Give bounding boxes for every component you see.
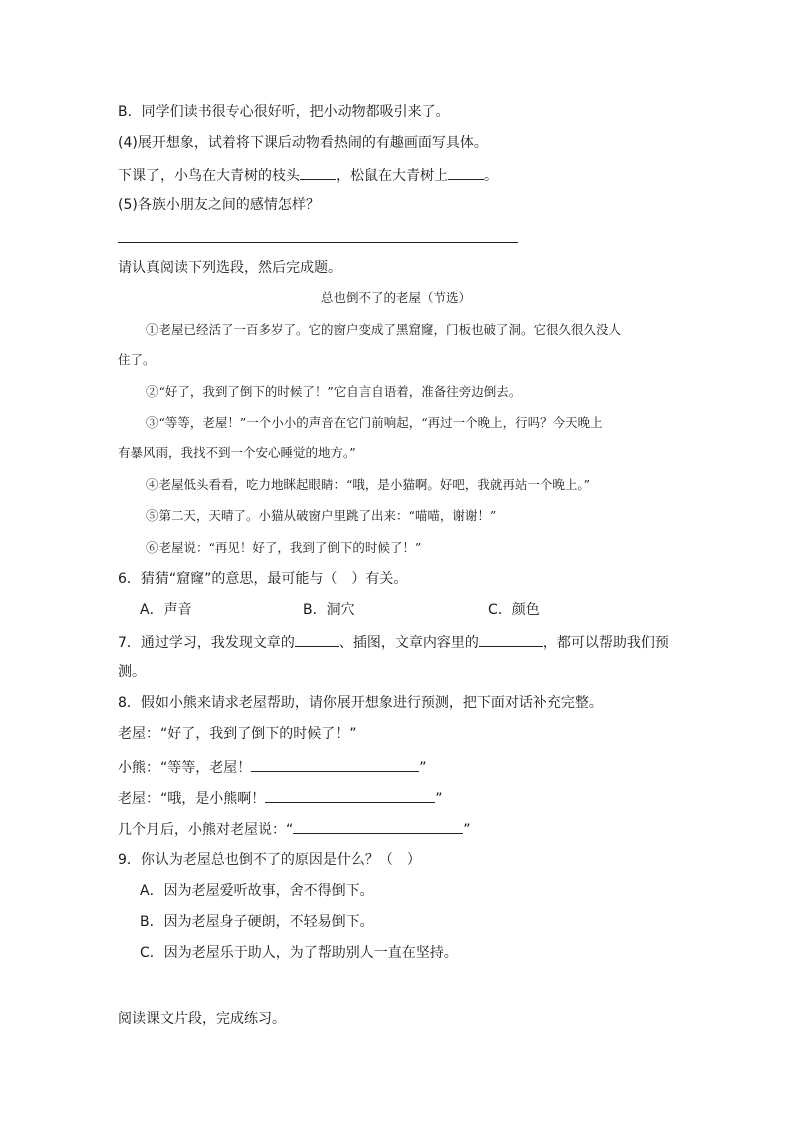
q8-dialogue-4 xyxy=(118,818,471,840)
reading-instruction: 请认真阅读下列选段，然后完成题。 xyxy=(118,260,342,276)
q4-blank-1[interactable] xyxy=(300,164,336,180)
q4-fill-text-a: 下课了，小鸟在大青树的枝头 xyxy=(118,168,300,184)
q6-option-b[interactable]: B．洞穴 xyxy=(303,602,355,618)
q4-fill-text-b: ，松鼠在大青树上 xyxy=(336,168,448,184)
q9-option-c[interactable]: C．因为老屋乐于助人，为了帮助别人一直在坚持。 xyxy=(140,945,458,961)
q9-option-b[interactable]: B．因为老屋身子硬朗，不轻易倒下。 xyxy=(140,914,374,930)
q7-line2: 测。 xyxy=(118,664,146,680)
passage-p1-line2: 住了。 xyxy=(118,352,156,367)
q8-d3-suffix: ” xyxy=(435,791,443,807)
q7-text-1: 7．通过学习，我发现文章的 xyxy=(118,635,295,651)
q8-dialogue-3 xyxy=(118,787,443,809)
passage-p5: ⑤第二天，天晴了。小猫从破窗户里跳了出来：“喵喵，谢谢！” xyxy=(146,508,497,523)
passage-p3-line2: 有暴风雨，我找不到一个安心睡觉的地方。” xyxy=(118,445,356,460)
passage-p6: ⑥老屋说：“再见！好了，我到了倒下的时候了！” xyxy=(146,540,422,555)
q4-blank-2[interactable] xyxy=(448,164,484,180)
q9-stem: 9．你认为老屋总也倒不了的原因是什么？（ ） xyxy=(118,852,421,868)
passage-p1-line1: ①老屋已经活了一百多岁了。它的窗户变成了黑窟窿，门板也破了洞。它很久很久没人 xyxy=(146,322,622,337)
q8-d4-prefix: 几个月后，小熊对老屋说：“ xyxy=(118,822,294,838)
q8-d3-prefix: 老屋：“哦，是小熊啊！ xyxy=(118,791,266,807)
q7-blank-2[interactable] xyxy=(479,631,543,647)
q6-option-c[interactable]: C．颜色 xyxy=(488,602,540,618)
q4-fill-end: 。 xyxy=(484,168,498,184)
passage-p3-line1: ③“等等，老屋！”一个小小的声音在它门前响起，“再过一个晚上，行吗？今天晚上 xyxy=(146,415,603,430)
q8-d2-suffix: ” xyxy=(419,760,427,776)
next-section-instruction: 阅读课文片段，完成练习。 xyxy=(118,1011,286,1027)
q4-fill-line xyxy=(118,164,498,186)
passage-p2: ②“好了，我到了倒下的时候了！”它自言自语着，准备往旁边倒去。 xyxy=(146,384,522,399)
q8-blank-3[interactable] xyxy=(293,818,463,834)
q7-blank-1[interactable] xyxy=(295,631,339,647)
q8-blank-2[interactable] xyxy=(265,787,435,803)
q7-text-3: ，都可以帮助我们预 xyxy=(542,635,669,651)
q4-stem: (4)展开想象，试着将下课后动物看热闹的有趣画面写具体。 xyxy=(118,135,488,151)
q6-option-a[interactable]: A．声音 xyxy=(140,602,192,618)
q8-d2-prefix: 小熊：“等等，老屋！ xyxy=(118,760,252,776)
q5-stem: (5)各族小朋友之间的感情怎样？ xyxy=(118,197,320,213)
q7-text-2: 、插图，文章内容里的 xyxy=(338,635,479,651)
passage-p4: ④老屋低头看看，吃力地眯起眼睛：“哦，是小猫啊。好吧，我就再站一个晚上。” xyxy=(146,477,591,492)
q9-option-a[interactable]: A．因为老屋爱听故事，舍不得倒下。 xyxy=(140,883,374,899)
q8-blank-1[interactable] xyxy=(251,756,419,772)
q8-stem: 8．假如小熊来请求老屋帮助，请你展开想象进行预测，把下面对话补充完整。 xyxy=(118,695,603,711)
q6-stem: 6．猜猜“窟窿”的意思，最可能与（ ）有关。 xyxy=(118,571,408,587)
q8-dialogue-1: 老屋：“好了，我到了倒下的时候了！” xyxy=(118,726,357,742)
q8-d4-suffix: ” xyxy=(463,822,471,838)
passage-title: 总也倒不了的老屋（节选） xyxy=(320,290,471,305)
q7-line1 xyxy=(118,631,669,653)
q5-answer-line[interactable] xyxy=(118,242,518,243)
q8-dialogue-2 xyxy=(118,756,427,778)
q-prev-option-b: B．同学们读书很专心很好听，把小动物都吸引来了。 xyxy=(118,104,450,120)
